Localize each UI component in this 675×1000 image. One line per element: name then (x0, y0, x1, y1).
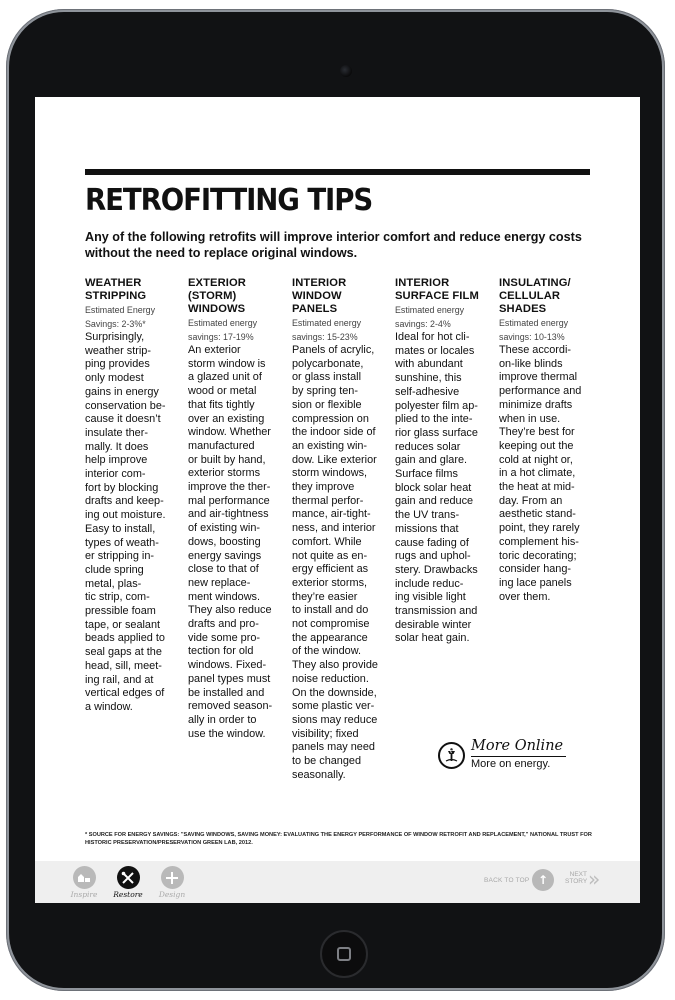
column-estimate: Estimated energy savings: 10-13% (499, 318, 569, 342)
nav-item-design[interactable] (152, 866, 192, 899)
column-estimate: Estimated energy savings: 17-19% (188, 318, 258, 342)
more-online-subtitle: More on energy. (471, 758, 551, 770)
page-title: RETROFITTING TIPS (85, 183, 373, 218)
chevron-right-icon[interactable]: » (588, 867, 595, 891)
source-footnote: * SOURCE FOR ENERGY SAVINGS: "SAVING WINDOWS, SAVING MONEY: EVALUATING THE ENERGY PERFORMANCE OF WINDOW RETROFIT AND REPLACEMENT," NATIONAL TRUST FOR HISTORIC PRESERVATION/PRESERVATION GREEN LAB, 2012. (85, 832, 592, 846)
more-online-rule (471, 756, 566, 757)
column-heading: INSULATING/ CELLULAR SHADES (499, 277, 571, 315)
more-online-link[interactable] (438, 738, 568, 774)
column-estimate: Estimated energy savings: 2-4% (395, 305, 465, 329)
inspire-icon (73, 866, 96, 889)
lamp-post-icon (438, 742, 465, 769)
nav-label: Inspire (70, 890, 98, 899)
column-interior-surface-film (395, 277, 491, 646)
next-story-label[interactable]: NEXT STORY (565, 871, 588, 885)
column-exterior-storm-windows (188, 277, 284, 741)
bottom-nav (35, 861, 640, 903)
column-body: Surprisingly, weather strip- ping provides only modest gains in energy conservation be- cause it doesn’t insulate ther- mally. It does help improve interior com- fort by blocking drafts and keep- ing out moisture. Easy to install, types of weath- er stripping in- clude spring metal, plas- tic strip, com- pressible foam tape, or sealant beads applied to seal gaps at the head, sill, meet- ing rail, and at vertical edges of a window. (85, 331, 166, 713)
column-heading: WEATHER STRIPPING (85, 277, 147, 302)
back-to-top-label[interactable]: BACK TO TOP (484, 877, 530, 884)
screen (35, 97, 640, 903)
tools-icon (117, 866, 140, 889)
column-body: These accordi- on-like blinds improve thermal performance and minimize drafts when in use. They’re best for keeping out the cold at night or, in a hot climate, the heat at mid- day. From an aesthetic stand- point, they rarely complement his- toric decorating; consider hang- ing lace panels over them. (499, 344, 582, 603)
column-heading: INTERIOR SURFACE FILM (395, 277, 479, 302)
column-insulating-cellular-shades (499, 277, 595, 604)
home-button[interactable] (320, 930, 368, 978)
column-interior-window-panels (292, 277, 388, 783)
nav-label: Restore (113, 890, 143, 899)
column-estimate: Estimated energy savings: 15-23% (292, 318, 362, 342)
nav-item-restore[interactable] (108, 866, 148, 899)
column-body: An exterior storm window is a glazed unit of wood or metal that fits tightly over an existing window. Whether manufactured or built by hand, exterior storms improve the ther- mal performance and air-tightness of existing win- dows, boosting energy savings close to that of new replace- ment windows. They also reduce drafts and pro- vide some pro- tection for old windows. Fixed- panel types must be installed and removed season- ally in order to use the window. (188, 344, 273, 740)
intro-text: Any of the following retrofits will improve interior comfort and reduce energy costs without the need to replace original windows. (85, 230, 582, 260)
arrow-up-icon[interactable]: ↑ (532, 869, 554, 891)
design-icon (161, 866, 184, 889)
column-weather-stripping (85, 277, 181, 715)
column-heading: INTERIOR WINDOW PANELS (292, 277, 347, 315)
nav-item-inspire[interactable] (64, 866, 104, 899)
column-heading: EXTERIOR (STORM) WINDOWS (188, 277, 246, 315)
nav-label: Design (158, 890, 186, 899)
column-estimate: Estimated Energy Savings: 2-3%* (85, 305, 156, 329)
column-body: Ideal for hot cli- mates or locales with abundant sunshine, this self-adhesive polyester film ap- plied to the inte- rior glass surface reduces solar gain and glare. Surface films block solar heat gain and reduce the UV trans- missions that cause fading of rugs and uphol- stery. Drawbacks include reduc- ing visible light transmission and desirable winter solar heat gain. (395, 331, 478, 645)
title-rule (85, 169, 590, 175)
more-online-title: More Online (471, 738, 564, 754)
column-body: Panels of acrylic, polycarbonate, or glass install by spring ten- sion or flexible compression on the indoor side of an existing win- dow. Like exterior storm windows, they improve thermal perfor- mance, air-tight- ness, and interior comfort. While not quite as en- ergy efficient as exterior storms, they’re easier to install and do not compromise the appearance of the window. They also provide noise reduction. On the downside, some plastic ver- sions may reduce visibility; fixed panels may need to be changed seasonally. (292, 344, 378, 781)
front-camera (340, 65, 352, 77)
home-button-icon (337, 947, 351, 961)
